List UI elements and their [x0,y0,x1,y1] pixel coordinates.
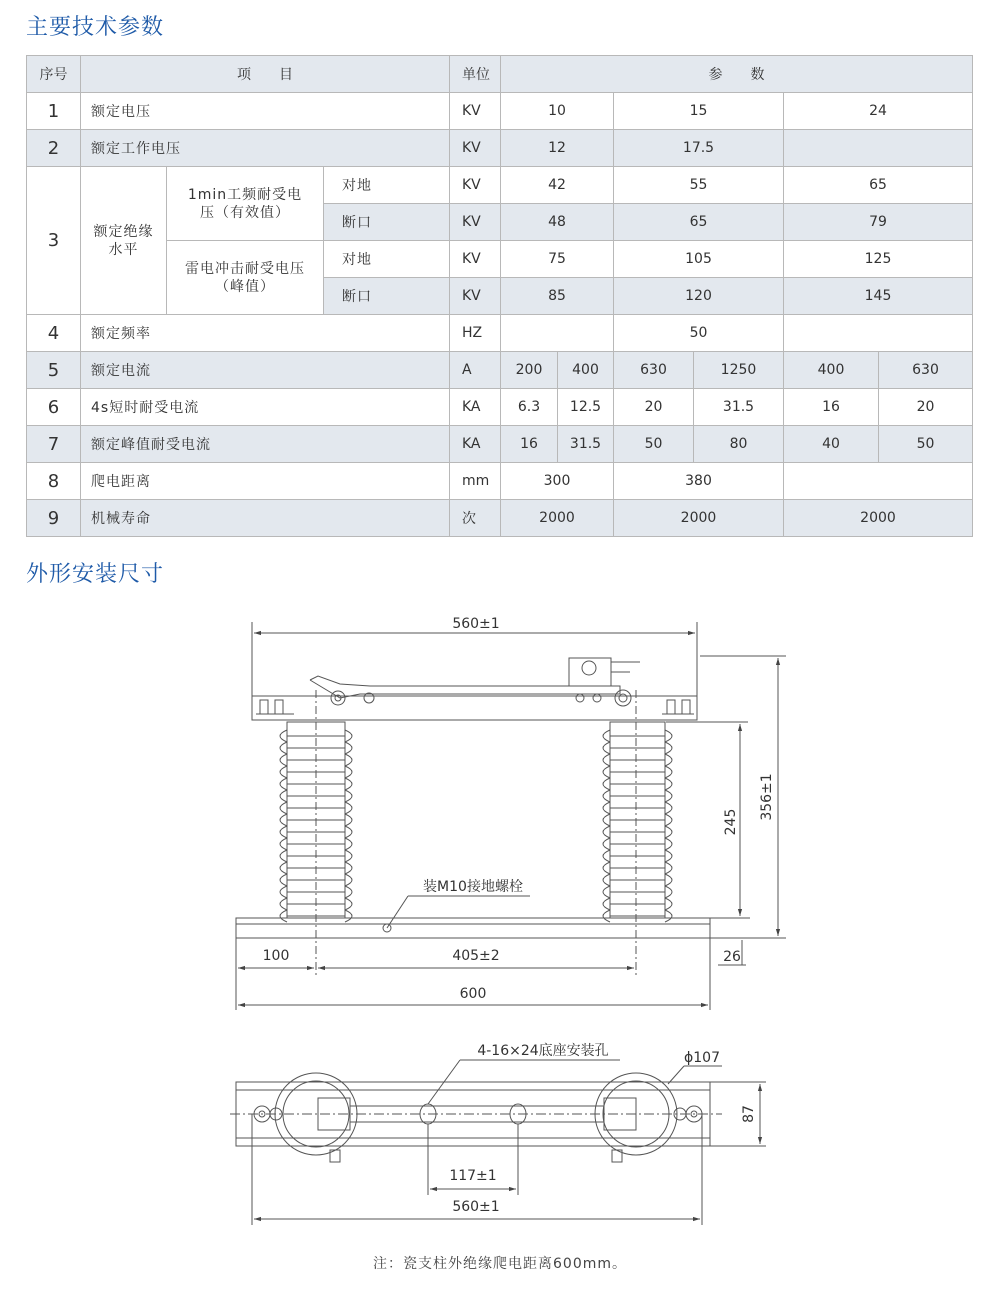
row-unit: 次 [450,500,501,537]
cell-value: 65 [614,204,784,241]
cell-value: 125 [784,241,973,278]
cell-value: 42 [501,167,614,204]
table-row [27,463,973,500]
table-row [27,500,973,537]
cell-value: 55 [614,167,784,204]
cell-value: 2000 [501,500,614,537]
table-row [27,352,973,389]
row-unit: A [450,352,501,389]
cell-value: 380 [614,463,784,500]
spec-table [26,55,973,537]
header-item: 项 目 [81,56,450,93]
insulator-shed [603,874,672,886]
row-unit: KA [450,426,501,463]
row-item: 机械寿命 [81,500,450,537]
insulator-shed [603,814,672,826]
insulator-shed [603,778,672,790]
row-subitem: 对地 [324,167,450,204]
cell-value: 16 [784,389,879,426]
row-item: 额定频率 [81,315,450,352]
cell-value: 48 [501,204,614,241]
cell-value: 12.5 [558,389,614,426]
row-no: 7 [27,426,81,463]
cell-value: 2000 [614,500,784,537]
insulator-shed [603,886,672,898]
label-mount-holes: 4-16×24底座安装孔 [477,1043,609,1059]
cell-value: 65 [784,167,973,204]
cell-value: 400 [558,352,614,389]
cell-value: 16 [501,426,558,463]
row-subitem: 断口 [324,278,450,315]
cell-empty [501,315,614,352]
dimension-drawing [0,600,1000,1250]
cell-value: 120 [614,278,784,315]
dim-100: 100 [262,948,290,964]
header-unit: 单位 [450,56,501,93]
dim-560-bottom: 560±1 [452,1199,500,1215]
row-item: 爬电距离 [81,463,450,500]
insulator-shed [603,754,672,766]
insulator-shed [603,790,672,802]
cell-value: 40 [784,426,879,463]
row-item: 额定峰值耐受电流 [81,426,450,463]
dim-405: 405±2 [452,948,500,964]
row-unit: HZ [450,315,501,352]
dim-560-top: 560±1 [452,616,500,632]
cell-value: 80 [694,426,784,463]
cell-value: 50 [614,426,694,463]
insulator-shed [603,826,672,838]
cell-value: 145 [784,278,973,315]
cell-value: 85 [501,278,614,315]
cell-value: 50 [614,315,784,352]
row-no: 5 [27,352,81,389]
table-row [27,389,973,426]
cell-value: 31.5 [558,426,614,463]
dim-phi107: ϕ107 [684,1050,720,1066]
table-row [27,93,973,130]
row-unit: KA [450,389,501,426]
cell-value: 400 [784,352,879,389]
row-unit: KV [450,167,501,204]
row-no: 2 [27,130,81,167]
table-row [27,167,973,204]
row-item: 额定电压 [81,93,450,130]
row-no: 4 [27,315,81,352]
spec-section-title: 主要技术参数 [26,15,165,40]
row-item: 额定工作电压 [81,130,450,167]
table-row [27,241,973,278]
insulator-shed [603,766,672,778]
row-unit: KV [450,241,501,278]
table-row [27,315,973,352]
cell-value: 300 [501,463,614,500]
insulator-shed [603,742,672,754]
table-row [27,130,973,167]
cell-value: 630 [879,352,973,389]
dim-356: 356±1 [759,773,775,821]
table-header-row [27,56,973,93]
row-no: 3 [27,167,81,315]
cell-value: 105 [614,241,784,278]
cell-value: 79 [784,204,973,241]
cell-value: 20 [879,389,973,426]
row-no: 6 [27,389,81,426]
row-subgroup: 1min工频耐受电压（有效值） [167,167,324,241]
dims-section-title: 外形安装尺寸 [26,562,165,587]
dim-117: 117±1 [449,1168,497,1184]
row-subitem: 断口 [324,204,450,241]
row-item: 额定绝缘水平 [81,167,167,315]
cell-empty [784,463,973,500]
dim-600: 600 [459,986,487,1002]
dim-245: 245 [723,808,739,836]
header-no: 序号 [27,56,81,93]
cell-value: 10 [501,93,614,130]
insulator-shed [603,910,672,922]
row-subgroup: 雷电冲击耐受电压（峰值） [167,241,324,315]
insulator-shed [603,850,672,862]
header-param: 参 数 [501,56,973,93]
cell-value: 24 [784,93,973,130]
cell-value: 200 [501,352,558,389]
row-unit: KV [450,278,501,315]
cell-value: 75 [501,241,614,278]
insulator-shed [603,730,672,742]
row-no: 1 [27,93,81,130]
row-unit: mm [450,463,501,500]
row-unit: KV [450,130,501,167]
row-unit: KV [450,93,501,130]
dim-87: 87 [741,1105,757,1123]
insulator-shed [603,802,672,814]
dim-26: 26 [723,949,741,965]
cell-value: 2000 [784,500,973,537]
cell-empty [784,315,973,352]
footnote: 注：瓷支柱外绝缘爬电距离600mm。 [373,1256,627,1272]
cell-value: 630 [614,352,694,389]
row-subitem: 对地 [324,241,450,278]
cell-value: 31.5 [694,389,784,426]
row-unit: KV [450,204,501,241]
label-ground-bolt: 装M10接地螺栓 [423,879,523,895]
row-item: 额定电流 [81,352,450,389]
cell-value: 20 [614,389,694,426]
insulator-shed [603,838,672,850]
cell-value: 1250 [694,352,784,389]
insulator-shed [603,898,672,910]
cell-value: 50 [879,426,973,463]
cell-value: 17.5 [614,130,784,167]
row-item: 4s短时耐受电流 [81,389,450,426]
row-no: 9 [27,500,81,537]
cell-value: 15 [614,93,784,130]
cell-empty [784,130,973,167]
cell-value: 6.3 [501,389,558,426]
table-row [27,426,973,463]
insulator-shed [603,862,672,874]
cell-value: 12 [501,130,614,167]
row-no: 8 [27,463,81,500]
